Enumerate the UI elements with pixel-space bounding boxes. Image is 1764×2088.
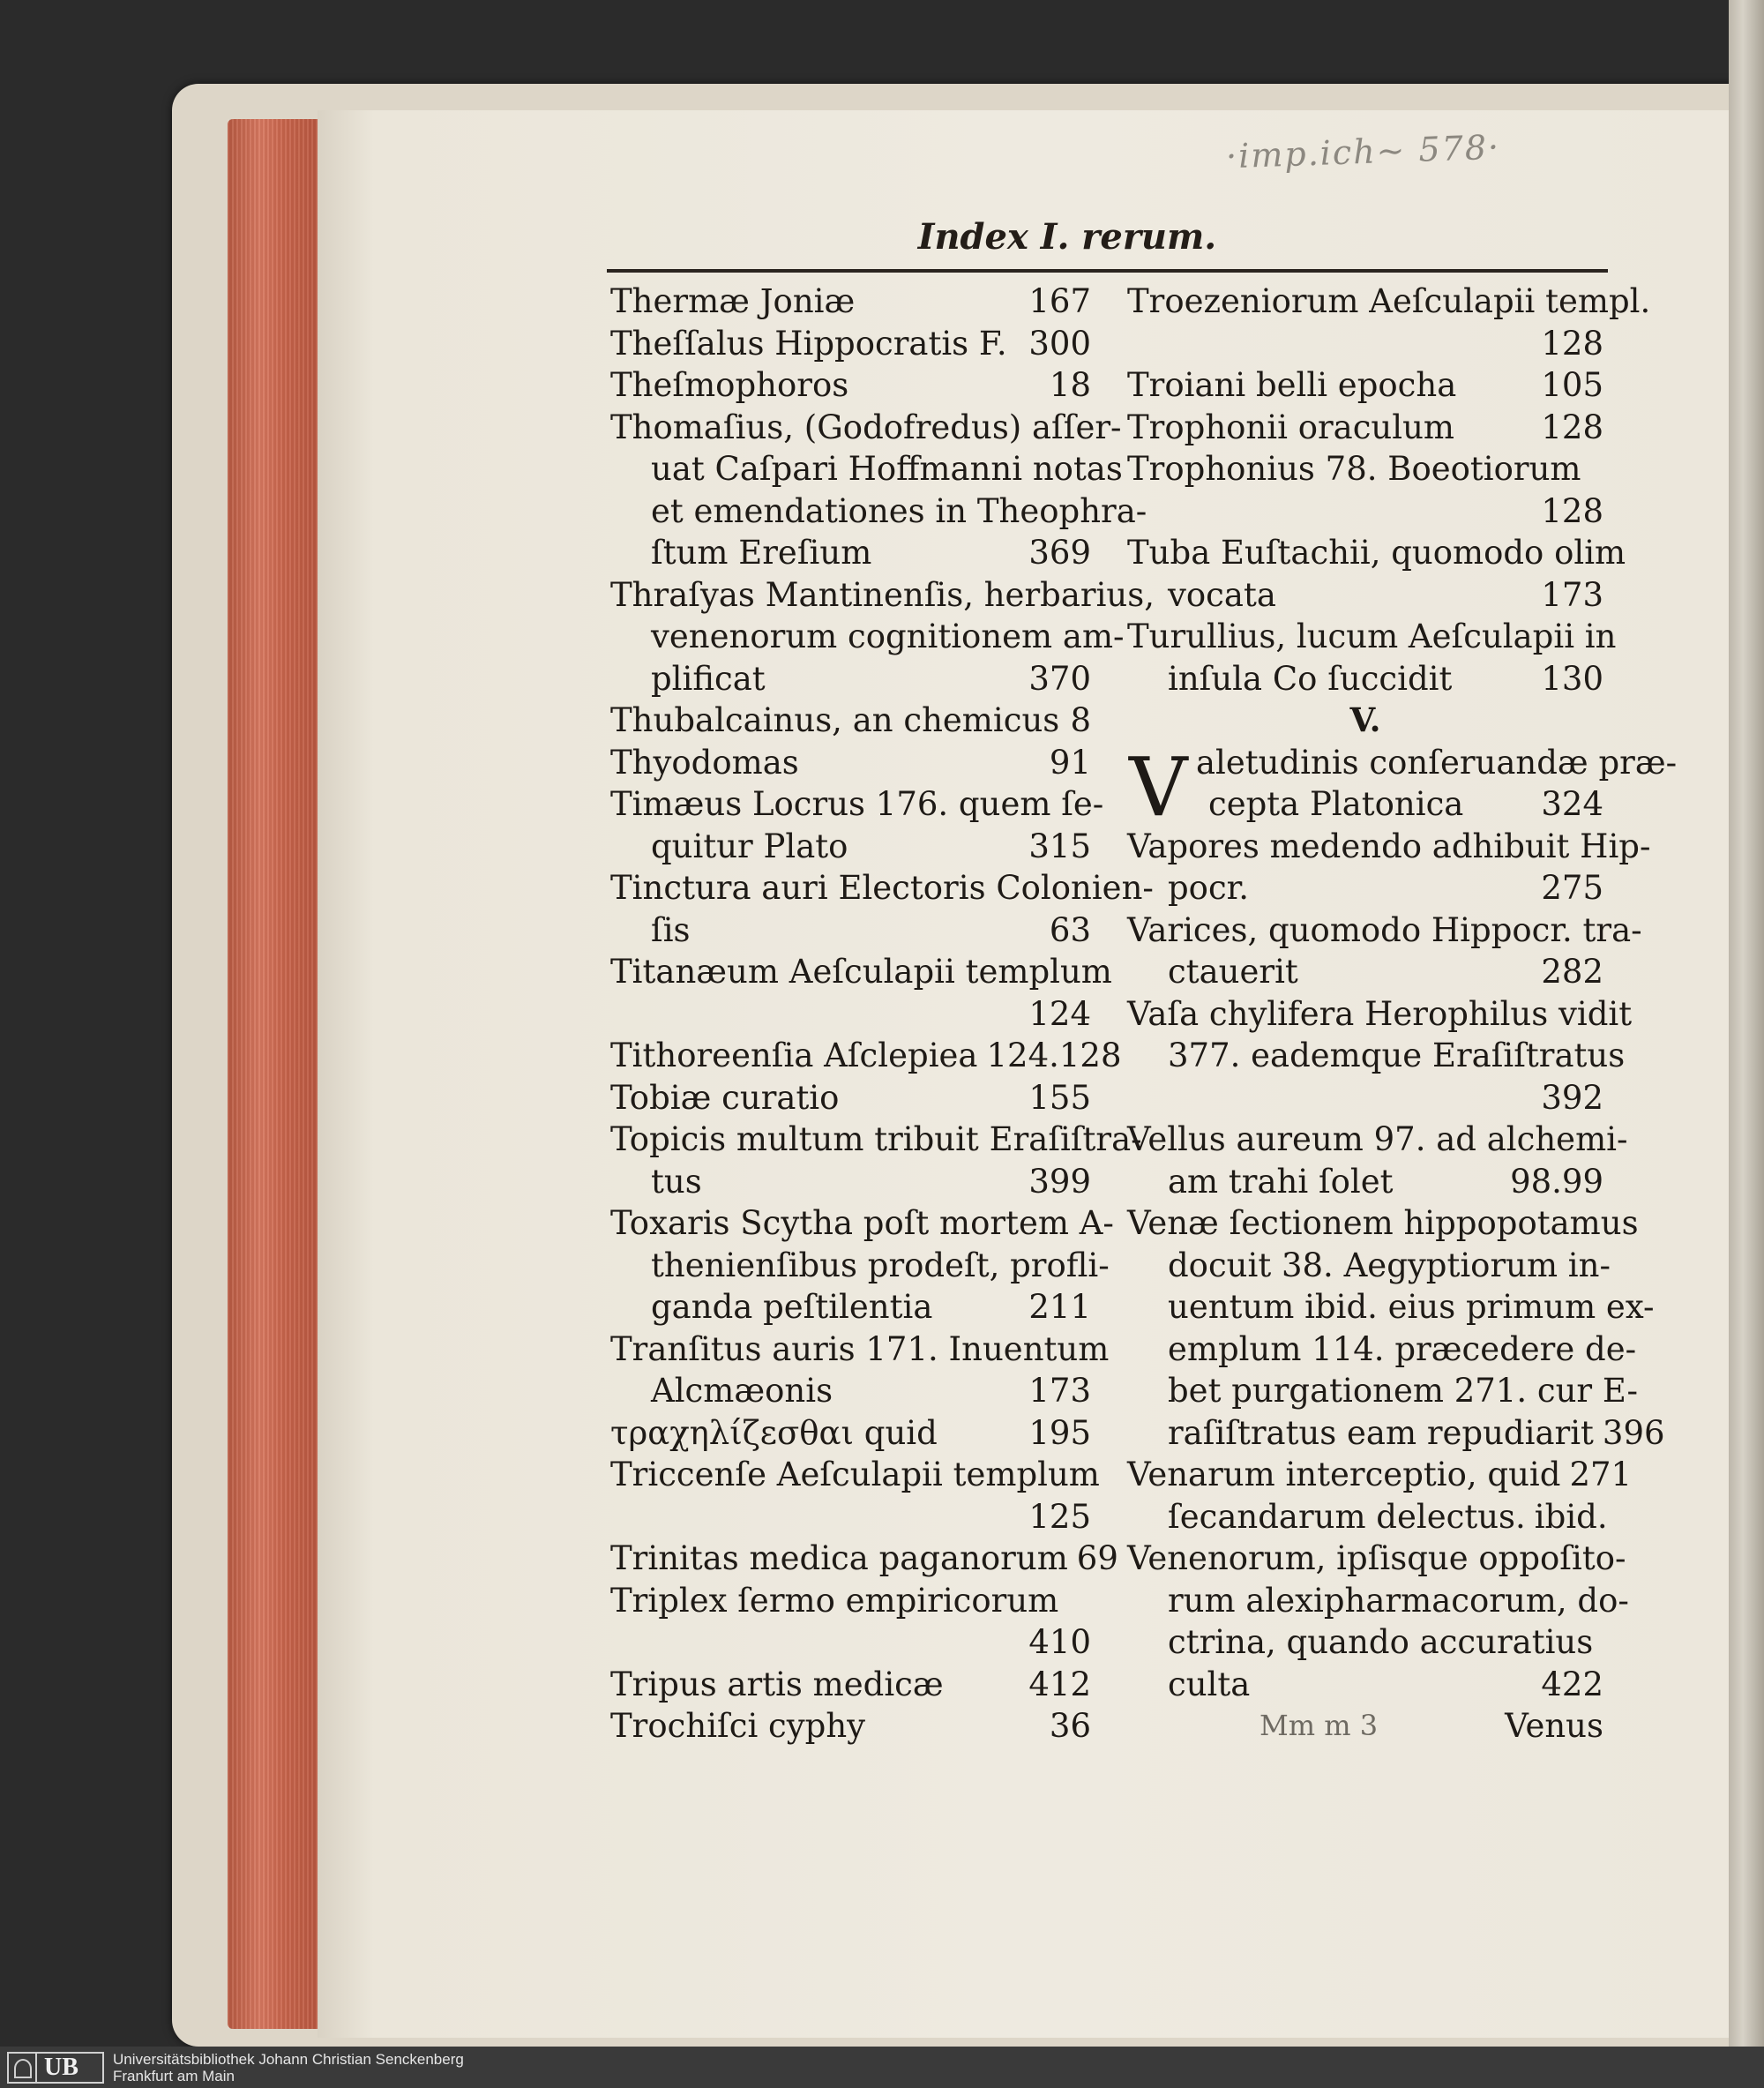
page-number: 211: [1028, 1288, 1091, 1326]
entry-text: emplum 114. præcedere de-: [1168, 1329, 1637, 1368]
entry-line: [1127, 281, 1651, 323]
entry-text: ſtum Ereſium: [651, 534, 872, 572]
index-entry: [610, 1328, 1110, 1412]
pencil-note: ·imp.ich~ 578·: [1225, 127, 1501, 176]
entry-text: rum alexipharmacorum, do-: [1168, 1581, 1629, 1620]
index-entry: [610, 323, 1091, 365]
page-number: 128: [1541, 408, 1603, 446]
entry-text: Vellus aureum 97. ad alchemi-: [1127, 1120, 1628, 1158]
entry-text: Vapores medendo adhibuit Hip-: [1127, 827, 1651, 865]
entry-line: [610, 700, 1091, 742]
left-column: [610, 281, 1155, 1747]
entry-line: [610, 1161, 1091, 1203]
entry-line: [610, 1621, 1091, 1664]
entry-line: [610, 1454, 1100, 1496]
entry-text: thenienſibus prodeſt, profli-: [651, 1246, 1110, 1284]
entry-line: [1127, 1454, 1633, 1496]
index-entry: [1127, 364, 1603, 407]
index-entry: [610, 867, 1154, 951]
page-number: 167: [1028, 282, 1091, 320]
index-entry: [1127, 448, 1603, 532]
page-number: 18: [1049, 366, 1091, 404]
index-entry: [1127, 1454, 1633, 1538]
entry-line: [610, 783, 1104, 826]
institution-name: [113, 2051, 464, 2084]
page-number: 105: [1541, 366, 1603, 404]
entry-text: Tranſitus auris 171. Inuentum: [610, 1329, 1110, 1368]
page-number: 392: [1541, 1078, 1603, 1117]
entry-line: [1127, 1202, 1639, 1245]
index-entry: [610, 364, 1091, 407]
entry-line: [1127, 951, 1603, 993]
entry-line: [610, 574, 1155, 617]
entry-line: [610, 1705, 1091, 1747]
entry-line: [1127, 658, 1603, 700]
logo-text: UB: [44, 2054, 78, 2081]
entry-line: [610, 1119, 1142, 1161]
index-entry: [1127, 826, 1651, 909]
entry-line: [1127, 1412, 1665, 1455]
entry-line: [1127, 1664, 1603, 1706]
entry-text: τραχηλίζεσθαι quid: [610, 1413, 938, 1452]
entry-text: ctauerit: [1168, 953, 1298, 991]
entry-text: ganda peſtilentia: [651, 1288, 933, 1326]
page-number: 275: [1541, 869, 1603, 907]
entry-line: [1127, 1035, 1626, 1077]
entry-line: [610, 281, 1091, 323]
entry-text: ſis: [651, 910, 691, 949]
page-number: 173: [1028, 1372, 1091, 1410]
index-entry: [610, 1664, 1091, 1706]
index-entry: [1127, 281, 1651, 364]
dropcap-entry: [1127, 739, 1678, 834]
entry-text: et emendationes in Theophra-: [651, 491, 1147, 530]
entry-text: Thermæ Joniæ: [610, 282, 856, 320]
page-number: 370: [1028, 659, 1091, 698]
page-number: 410: [1028, 1623, 1091, 1661]
entry-line: [1196, 742, 1678, 784]
page-number: 396: [1602, 1413, 1665, 1452]
page-number: ibid.: [1534, 1497, 1608, 1536]
index-entry: [610, 1705, 1091, 1747]
index-entry: [610, 281, 1091, 323]
entry-text: Troiani belli epocha: [1127, 366, 1457, 404]
running-head: Index I. rerum.: [917, 216, 1217, 258]
index-entry: [610, 951, 1112, 1035]
page-number: 195: [1028, 1413, 1091, 1452]
index-entry: [1127, 1538, 1629, 1705]
entry-line: [610, 364, 1091, 407]
right-column-v-entries: [1127, 826, 1665, 1706]
entry-text: Trophonii oraculum: [1127, 408, 1455, 446]
entry-line: [610, 1496, 1091, 1538]
entry-line: [610, 1328, 1110, 1371]
entry-text: tus: [651, 1162, 702, 1201]
index-entry: [1127, 1202, 1665, 1454]
entry-line: [610, 1412, 1091, 1455]
entry-text: Venæ ſectionem hippopotamus: [1127, 1204, 1639, 1242]
index-entry: [610, 742, 1091, 784]
ub-logo: [7, 2052, 104, 2084]
page-number: 36: [1049, 1707, 1091, 1745]
entry-line: [610, 448, 1123, 490]
entry-text: Topicis multum tribuit Eraſiſtra-: [610, 1120, 1142, 1158]
entry-text: Vaſa chylifera Herophilus vidit: [1127, 994, 1633, 1033]
index-entry: [610, 1035, 1122, 1077]
entry-text: vocata: [1168, 575, 1276, 614]
page-number: 69: [1076, 1539, 1118, 1577]
index-entry: [1127, 532, 1626, 616]
entry-line: [1127, 1370, 1639, 1412]
entry-text: docuit 38. Aegyptiorum in-: [1168, 1246, 1611, 1284]
entry-text: plificat: [651, 659, 766, 698]
page-number: 399: [1028, 1162, 1091, 1201]
entry-line: [1127, 1286, 1655, 1328]
entry-text: Tithoreenſia Aſclepiea: [610, 1037, 978, 1074]
entry-text: culta: [1168, 1665, 1251, 1703]
entry-line: [610, 1664, 1091, 1706]
entry-text: Venarum interceptio, quid: [1127, 1456, 1561, 1493]
page-foot: [1127, 1705, 1603, 1747]
entry-text: Triplex ſermo empiricorum: [610, 1581, 1059, 1620]
entry-text: Alcmæonis: [651, 1372, 833, 1410]
index-entry: [610, 1202, 1114, 1328]
right-column: [1127, 281, 1678, 1747]
entry-text: cepta Platonica: [1208, 785, 1464, 823]
entry-line: [1127, 490, 1603, 533]
entry-text: uentum ibid. eius primum ex-: [1168, 1288, 1655, 1326]
institution-line-2: Frankfurt am Main: [113, 2068, 235, 2084]
entry-text: bet purgationem 271. cur E-: [1168, 1372, 1639, 1410]
index-entry: [1127, 616, 1617, 700]
page-number: 173: [1541, 575, 1603, 614]
entry-text: Varices, quomodo Hippocr. tra-: [1127, 910, 1642, 949]
entry-text: Titanæum Aeſculapii templum: [610, 953, 1112, 991]
entry-line: [610, 1245, 1110, 1287]
entry-line: [610, 742, 1091, 784]
page-number: 8: [1070, 701, 1091, 739]
section-letter-v: V.: [1349, 700, 1381, 739]
entry-text: aletudinis conſeruandæ præ-: [1196, 743, 1678, 782]
entry-line: [1127, 1538, 1626, 1580]
entry-line: [1127, 993, 1633, 1036]
institution-line-1: Universitätsbibliothek Johann Christian Senckenberg: [113, 2051, 464, 2068]
entry-text: raſiſtratus eam repudiarit: [1168, 1413, 1594, 1452]
entry-text: Tuba Euſtachii, quomodo olim: [1127, 534, 1626, 572]
entry-text: Theſmophoros: [610, 366, 849, 404]
index-entry: [610, 1538, 1118, 1580]
page-number: 124.128: [986, 1037, 1122, 1074]
page-number: 155: [1028, 1078, 1091, 1117]
right-column-t-entries: [1127, 281, 1651, 700]
entry-text: quitur Plato: [651, 827, 848, 865]
entry-line: [610, 323, 1091, 365]
index-entry: [610, 700, 1091, 742]
index-entry: [610, 1412, 1091, 1455]
entry-line: [610, 532, 1091, 574]
entry-text: Triccenſe Aeſculapii templum: [610, 1456, 1100, 1493]
entry-text: inſula Co ſuccidit: [1168, 659, 1453, 698]
entry-line: [610, 1077, 1091, 1119]
entry-text: Thraſyas Mantinenſis, herbarius,: [610, 575, 1155, 614]
entry-line: [610, 909, 1091, 952]
page-number: 91: [1049, 743, 1091, 782]
entry-line: [1127, 826, 1651, 868]
entry-line: [1127, 1245, 1611, 1287]
page-number: 315: [1028, 827, 1091, 865]
entry-text: Toxaris Scytha poſt mortem A-: [610, 1204, 1114, 1242]
entry-line: [610, 616, 1125, 658]
entry-line: [610, 826, 1091, 868]
entry-text: Tripus artis medicæ: [610, 1665, 944, 1703]
entry-text: ſecandarum delectus.: [1168, 1497, 1526, 1536]
entry-text: 377. eademque Eraſiſtratus: [1168, 1037, 1626, 1074]
index-entry: [610, 1077, 1091, 1119]
entry-text: Trophonius 78. Boeotiorum: [1127, 450, 1581, 488]
entry-text: uat Caſpari Hoffmanni notas: [651, 450, 1123, 488]
drop-cap-letter: V: [1129, 739, 1188, 834]
index-entry: [610, 783, 1104, 867]
entry-line: [610, 867, 1154, 909]
entry-text: Timæus Locrus 176. quem ſe-: [610, 785, 1104, 823]
page-number: 300: [1028, 324, 1091, 363]
page-number: 324: [1541, 785, 1603, 823]
entry-line: [1127, 867, 1603, 909]
entry-line: [610, 1286, 1091, 1328]
next-page-edge: [1729, 0, 1764, 2047]
header-rule: [607, 269, 1608, 273]
index-entry: [610, 1580, 1091, 1664]
entry-line: [610, 490, 1147, 533]
entry-line: [1127, 1119, 1628, 1161]
entry-text: Thyodomas: [610, 743, 799, 782]
page-number: 282: [1541, 953, 1603, 991]
page-number: 124: [1028, 994, 1091, 1033]
entry-line: [610, 951, 1112, 993]
page-number: 125: [1028, 1497, 1091, 1536]
entry-line: [1127, 1328, 1637, 1371]
entry-text: Trinitas medica paganorum: [610, 1539, 1068, 1577]
index-entry: [610, 574, 1155, 700]
catchword: Venus: [1505, 1707, 1603, 1745]
entry-line: [1127, 323, 1603, 365]
entry-line: [1127, 574, 1603, 617]
entry-line: [610, 658, 1091, 700]
entry-text: Thomaſius, (Godofredus) aſſer-: [610, 408, 1122, 446]
index-entry: [610, 407, 1147, 574]
page-number: 128: [1541, 324, 1603, 363]
page-number: 128: [1541, 491, 1603, 530]
footer-bar: [0, 2047, 1764, 2088]
index-entry: [1127, 407, 1603, 449]
entry-line: [610, 1580, 1091, 1622]
index-entry: [1127, 1119, 1628, 1202]
entry-line: [1127, 1077, 1603, 1119]
entry-line: [1127, 532, 1626, 574]
entry-text: am trahi ſolet: [1168, 1162, 1394, 1201]
entry-line: [610, 1370, 1091, 1412]
entry-line: [1127, 448, 1603, 490]
entry-line: [1127, 1496, 1608, 1538]
entry-text: pocr.: [1168, 869, 1250, 907]
entry-line: [610, 1202, 1114, 1245]
page-number: 412: [1028, 1665, 1091, 1703]
page-number: 98.99: [1510, 1162, 1603, 1201]
entry-text: Trochiſci cyphy: [610, 1707, 866, 1745]
page-number: 369: [1028, 534, 1091, 572]
page-number: 130: [1541, 659, 1603, 698]
page-number: 271: [1569, 1456, 1633, 1493]
entry-line: [1127, 616, 1617, 658]
entry-line: [1127, 1161, 1603, 1203]
index-entry: [610, 1119, 1142, 1202]
entry-line: [610, 407, 1122, 449]
entry-text: Thubalcainus, an chemicus: [610, 701, 1060, 739]
entry-text: Troezeniorum Aeſculapii templ.: [1127, 282, 1651, 320]
index-entry: [610, 1454, 1100, 1538]
entry-text: Tobiæ curatio: [610, 1078, 840, 1117]
entry-line: [610, 993, 1091, 1036]
entry-text: Venenorum, ipſisque oppoſito-: [1127, 1539, 1626, 1577]
entry-text: Theſſalus Hippocratis F.: [610, 324, 1007, 363]
entry-line: [1196, 783, 1603, 826]
entry-text: Tinctura auri Electoris Colonien-: [610, 869, 1154, 907]
entry-text: venenorum cognitionem am-: [651, 617, 1125, 655]
page-number: 422: [1541, 1665, 1603, 1703]
page-edge-red: [228, 119, 320, 2029]
index-entry: [1127, 993, 1633, 1119]
entry-line: [1127, 1621, 1603, 1664]
index-entry: [1127, 909, 1642, 993]
signature-mark: Mm m 3: [1259, 1709, 1379, 1742]
entry-line: [1127, 364, 1603, 407]
entry-line: [1127, 1580, 1629, 1622]
entry-text: Turullius, lucum Aeſculapii in: [1127, 617, 1617, 655]
entry-line: [1127, 909, 1642, 952]
entry-line: [610, 1035, 1122, 1077]
library-logo-icon: [9, 2054, 37, 2082]
entry-text: ctrina, quando accuratius: [1168, 1623, 1594, 1661]
entry-line: [1127, 407, 1603, 449]
page-number: 63: [1049, 910, 1091, 949]
entry-line: [610, 1538, 1118, 1580]
